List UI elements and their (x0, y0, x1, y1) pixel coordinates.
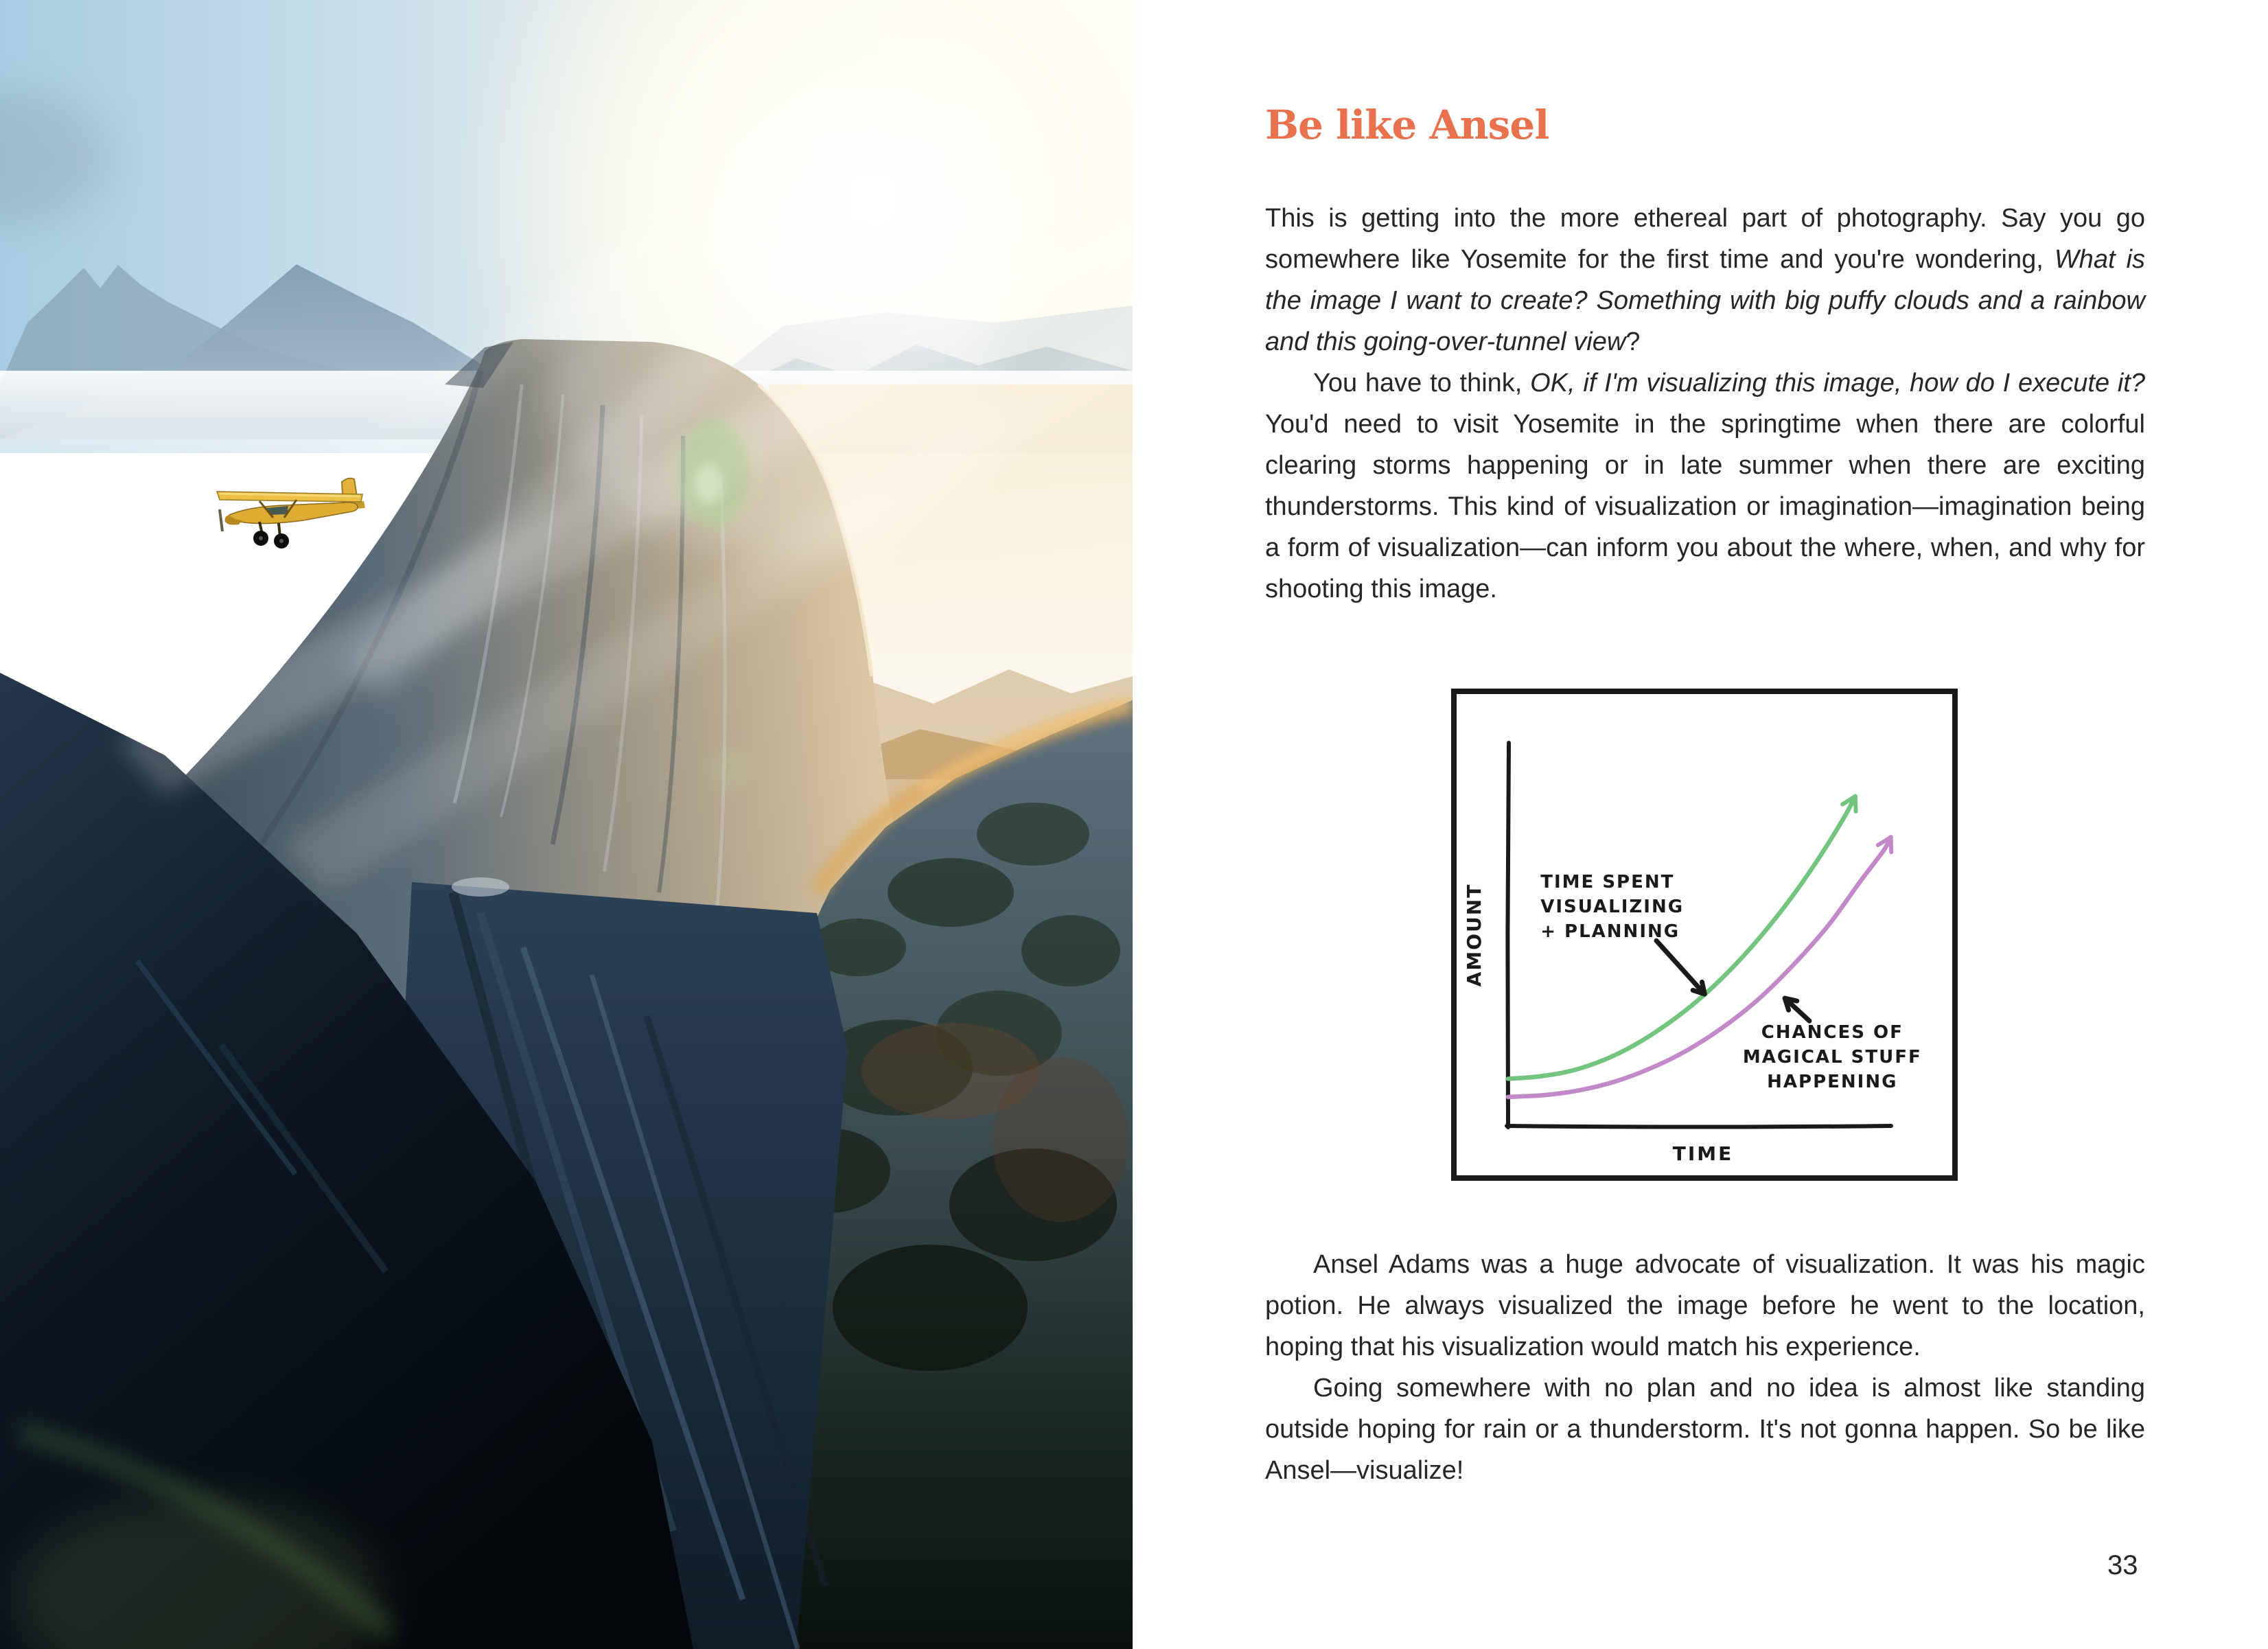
text-run: Ansel Adams was a huge advocate of visualization. It was his magic potion. He always visualized the image before he went to the location, hoping that his visualization would match his experience. (1265, 1250, 2145, 1361)
series-annotation-label: HAPPENING (1767, 1071, 1898, 1092)
paragraph (1265, 1368, 2145, 1491)
paragraph (1265, 198, 2145, 362)
text-run: You'd need to visit Yosemite in the springtime when there are colorful clearing storms happening or in late summer when there are exciting thunderstorms. This kind of visualization or imagination—imagination being a form of visualization—can inform you about the where, when, and why for shooting this image. (1265, 410, 2145, 603)
x-axis (1507, 1126, 1891, 1127)
annotation-arrowhead (1702, 982, 1704, 994)
text-run: You have to think, (1313, 369, 1531, 397)
series-annotation-label: VISUALIZING (1540, 897, 1685, 918)
y-axis (1507, 743, 1509, 1127)
chart-border (1454, 691, 1955, 1178)
visualization-chart (1450, 688, 1958, 1181)
body-text-lower (1265, 1244, 2145, 1491)
chart-canvas (1450, 688, 1958, 1181)
text-run-italic: What is the image I want to create? Something with big puffy clouds and a rainbow and this going-over-tunnel view (1265, 245, 2145, 356)
yosemite-photo-art (0, 0, 1133, 1649)
paragraph (1265, 1244, 2145, 1368)
text-run: This is getting into the more ethereal part of photography. Say you go somewhere like Yosemite for the first time and you're wondering, (1265, 204, 2145, 274)
page-title: Be like Ansel (1265, 102, 1549, 148)
text-run-italic: OK, if I'm visualizing this image, how do I execute it? (1530, 369, 2145, 397)
series-annotation-label: + PLANNING (1540, 921, 1680, 943)
series-annotation-label: TIME SPENT (1540, 872, 1675, 893)
series-annotation-label: CHANCES OF (1761, 1022, 1903, 1043)
paragraph (1265, 362, 2145, 610)
text-run: Going somewhere with no plan and no idea is almost like standing outside hoping for rain or a thunderstorm. It's not gonna happen. So be like Ansel—visualize! (1265, 1374, 2145, 1485)
yosemite-photo (0, 0, 1133, 1649)
x-axis-label: TIME (1672, 1142, 1734, 1165)
right-page (1133, 0, 2268, 1649)
page-number: 33 (2107, 1550, 2138, 1580)
body-text-upper (1265, 198, 2145, 610)
series-annotation-label: MAGICAL STUFF (1742, 1046, 1922, 1068)
text-run: ? (1625, 327, 1641, 356)
y-axis-label: AMOUNT (1463, 883, 1485, 987)
